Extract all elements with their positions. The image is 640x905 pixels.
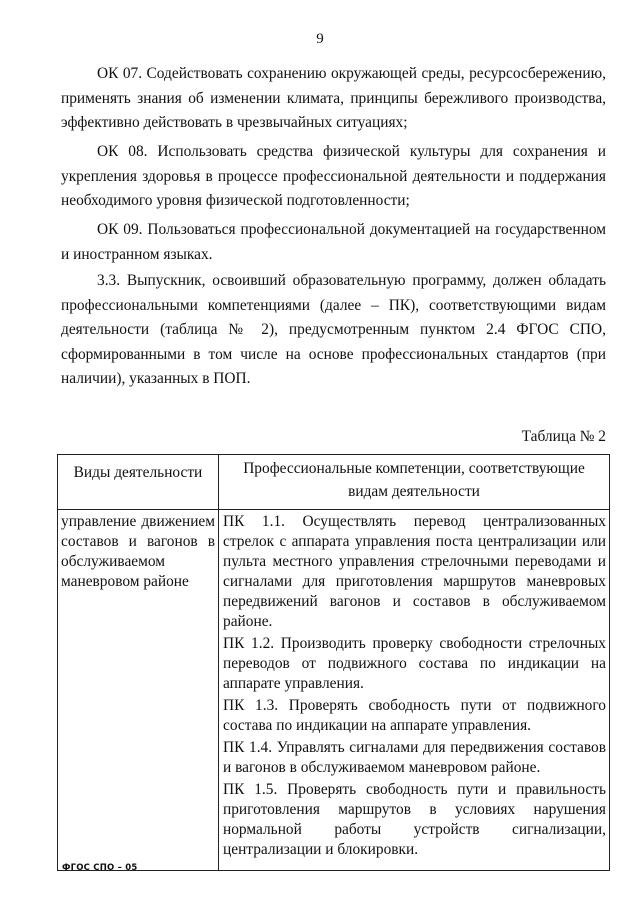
competency-pk-1-3: ПК 1.3. Проверять свободность пути от подвижного состава по индикации на аппарате управления.	[223, 697, 606, 734]
table-row	[58, 510, 610, 871]
header-activity: Виды деятельности	[58, 455, 219, 510]
competency-pk-1-4: ПК 1.4. Управлять сигналами для передвижения составов и вагонов в обслуживаемом маневровом районе.	[223, 739, 606, 776]
competency-pk-1-1: ПК 1.1. Осуществлять перевод централизованных стрелок с аппарата управления поста централизации или пульта местного управления стрелочными переводами и сигналами для приготовления маршрутов маневровых передвижений вагонов и составов в обслуживаемом районе.	[223, 513, 606, 630]
table-caption: Таблица № 2	[521, 428, 606, 445]
paragraph-3-3: 3.3. Выпускник, освоивший образовательную программу, должен обладать профессиональными компетенциями (далее – ПК), соответствующими видам деятельности (таблица № 2), предусмотренным пунктом 2.4 ФГОС СПО, сформированными в том числе на основе профессиональных стандартов (при наличии), указанных в ПОП.	[61, 272, 606, 387]
paragraph-ok09: ОК 09. Пользоваться профессиональной документацией на государственном и иностранном языках.	[61, 221, 606, 263]
paragraph-ok08: ОК 08. Использовать средства физической культуры для сохранения и укрепления здоровья в процессе профессиональной деятельности и поддержания необходимого уровня физической подготовленности;	[61, 143, 606, 209]
header-competencies: Профессиональные компетенции, соответствующие видам деятельности	[219, 455, 610, 510]
table-header-row	[58, 455, 610, 510]
paragraph-ok07: ОК 07. Содействовать сохранению окружающей среды, ресурсосбережению, применять знания об изменении климата, принципы бережливого производства, эффективно действовать в чрезвычайных ситуациях;	[61, 65, 606, 131]
footer-code: ФГОС СПО – 05	[62, 863, 138, 873]
competencies-table	[57, 454, 610, 871]
competencies-cell	[219, 510, 610, 871]
competency-pk-1-2: ПК 1.2. Производить проверку свободности стрелочных переводов от подвижного состава по индикации на аппарате управления.	[223, 635, 606, 692]
competency-pk-1-5: ПК 1.5. Проверять свободность пути и правильность приготовления маршрутов в условиях нарушения нормальной работы устройств сигнализации, централизации и блокировки.	[223, 781, 606, 858]
page-number: 9	[316, 31, 324, 47]
activity-cell: управление движением составов и вагонов в обслуживаемом маневровом районе	[58, 510, 219, 871]
